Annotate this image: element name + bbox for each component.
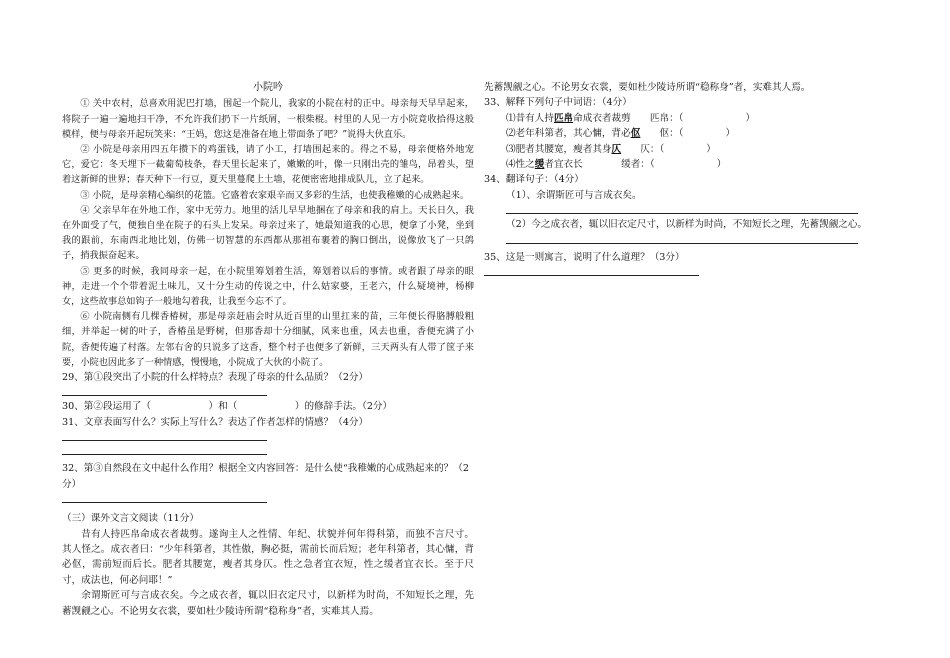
paragraph-6: ⑥ 小院南侧有几棵香椿树，那是母亲赶庙会时从近百里的山里扛来的苗，三年便长得胳膊般粗细，并举起一树的叶子，香椿虽是野树，但那香却十分细腻，风来也重，风去也重，香便充满了小院，香便传遍了村落。左邻右舍的只说多了这香，整个村子也便多了新鲜，三天两头有人带了筐子来要，小院也因此多了一种情感，慢慢地，小院成了大伙的小院了。 (62, 311, 474, 368)
answer-line-34-2[interactable] (506, 233, 858, 244)
answer-line-34-1[interactable] (506, 203, 858, 214)
q34-sentence-2: （2）今之成衣者，辄以旧衣定尺寸，以新样为时尚，不知短长之理，先蓄觊觎之心。 (506, 219, 868, 231)
answer-line-29[interactable] (62, 385, 267, 396)
question-35: 35、这是一则寓言，说明了什么道理？（3分） (484, 251, 685, 263)
answer-line-31b[interactable] (62, 444, 267, 455)
question-32: 32、第③自然段在文中起什么作用？根据全文内容回答：是什么使“我稚嫩的心成熟起来的？（2分） (62, 463, 469, 490)
paragraph-1: ① 关中农村，总喜欢用泥巴打墙，围起一个院儿，我家的小院在村的正中。母亲每天早早起来，将院子一遍一遍地扫干净，不允许我们扔下一片纸屑，一根柴棍。村里的人见一方小院竟收拾得这般模样，便与母亲开起玩笑来：“王妈，您这是准备在地上带面条了吧？”说得大伙直乐。 (62, 98, 474, 140)
question-33: 33、解释下列句子中词语：（4分） (484, 97, 632, 109)
q33-item-2: ⑵老年科第者，其心慵，背必伛 伛：（ ） (506, 128, 736, 140)
question-29: 29、第①段突出了小院的什么样特点？表现了母亲的什么品质？（2分） (62, 372, 369, 384)
q33-item-4: ⑷性之缓者宜衣长 缓者：（ ） (506, 159, 727, 171)
section3-title: （三）课外文言文阅读（11分） (62, 513, 199, 525)
paragraph-4: ④ 父亲早年在外地工作，家中无劳力。地里的活儿早早地捆在了母亲和我的肩上。天长日久，我在外面受了气，便独自坐在院子的石头上发呆。母亲过来了，她最知道我的心思，便拿了小凳，坐到我的跟前，东南西北地比划，仿佛一切智慧的东西都从那祖布裹着的胸口倒出，说像放飞了一只鸽子，捎我振奋起来。 (62, 204, 474, 262)
wenyan-paragraph-1: 昔有人持匹帛命成衣者裁剪。遂询主人之性情、年纪、状貌并何年得科第，而独不言尺寸。其人怪之。成衣者曰：“少年科第者，其性傲，胸必挺，需前长而后短；老年科第者，其心慵，背必伛，需前短而后长。肥者其腰宽，瘦者其身仄。性之急者宜衣短，性之缓者宜衣长。至于尺寸，成法也，何必问耶！” (62, 528, 474, 586)
answer-line-32[interactable] (62, 492, 267, 503)
paragraph-3: ③ 小院，是母亲精心编织的花篮。它盛着农家艰辛而又多彩的生活，也使我稚嫩的心成熟起来。 (80, 189, 470, 201)
wenyan-paragraph-2-continued: 先蓄觊觎之心。不论男女衣裳，要如杜少陵诗所谓“稳称身”者，实难其人焉。 (484, 82, 811, 93)
paragraph-2: ② 小院是母亲用四五年攒下的鸡蛋钱，请了小工，打墙围起来的。得之不易，母亲便格外地宠它，爱它：冬天埋下一截葡萄枝条，春天里长起来了，嫩嫩的叶，像一只刚出壳的雏鸟，昂着头，望着这新鲜的世界；春天种下一行豆，夏天里蔓爬上土墙，花便密密地排成队儿，立了起来。 (62, 144, 474, 186)
q33-item-1: ⑴昔有人持匹帛命成衣者裁剪 匹帛：（ ） (506, 112, 756, 124)
question-30: 30、第②段运用了（ ）和（ ）的修辞手法。（2分） (62, 401, 393, 413)
answer-line-35[interactable] (484, 265, 699, 276)
wenyan-paragraph-2: 余谓斯匠可与言成衣矣。今之成衣者，辄以旧衣定尺寸，以新样为时尚，不知短长之理，先蓄觊觎之心。不论男女衣裳，要如杜少陵诗所谓“稳称身”者，实难其人焉。 (62, 590, 474, 617)
left-column (62, 80, 474, 617)
paragraph-5: ⑤ 更多的时候，我同母亲一起，在小院里筹划着生活，筹划着以后的事情。或者跟了母亲的眼神，走进一个个带着泥土味儿，又十分生动的传说之中，什么姑家婆，王老六，什么疑境神，杨柳女，这些故事总如钩子一般地勾着我，让我至今忘不了。 (62, 265, 474, 308)
answer-line-31a[interactable] (62, 430, 267, 441)
right-column (484, 80, 884, 279)
question-31: 31、文章表面写什么？实际上写什么？表达了作者怎样的情感？（4分） (62, 416, 369, 428)
q33-item-3: ⑶肥者其腰宽，瘦者其身仄 仄：（ ） (506, 143, 716, 155)
q34-sentence-1: （1）、余谓斯匠可与言成衣矣。 (506, 189, 642, 201)
passage-title: 小院吟 (253, 82, 283, 93)
question-34: 34、翻译句子：（4分） (484, 174, 584, 186)
